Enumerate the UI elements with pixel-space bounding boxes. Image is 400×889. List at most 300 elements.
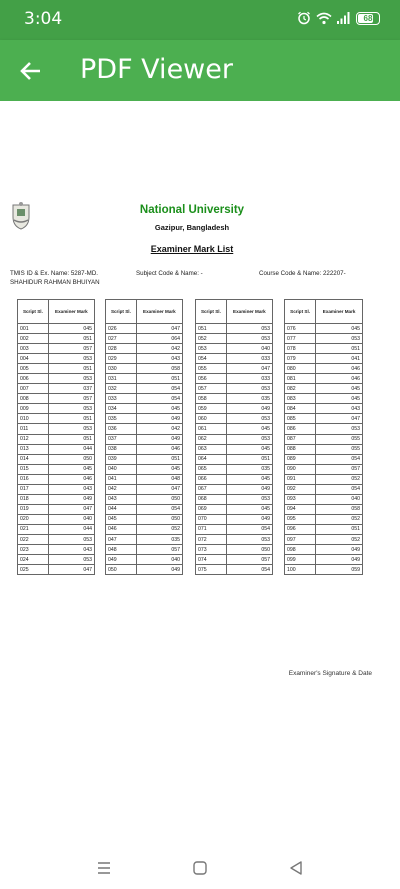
examiner-mark: 049 [136, 434, 182, 444]
examiner-mark: 048 [136, 474, 182, 484]
examiner-mark: 053 [226, 494, 272, 504]
script-serial: 047 [106, 534, 137, 544]
examiner-signature-label: Examiner's Signature & Date [288, 670, 372, 677]
script-serial: 089 [285, 454, 316, 464]
examiner-mark: 043 [48, 484, 94, 494]
script-serial: 053 [196, 344, 227, 354]
table-row [18, 504, 95, 514]
table-row [106, 374, 183, 384]
examiner-mark: 054 [136, 384, 182, 394]
pdf-page[interactable] [0, 101, 400, 846]
script-serial: 003 [18, 344, 49, 354]
table-row [106, 454, 183, 464]
script-serial: 032 [106, 384, 137, 394]
table-row [196, 404, 273, 414]
script-serial: 011 [18, 424, 49, 434]
examiner-mark: 051 [48, 334, 94, 344]
script-serial: 084 [285, 404, 316, 414]
table-row [106, 555, 183, 565]
examiner-mark: 043 [48, 545, 94, 555]
examiner-mark: 053 [226, 324, 272, 334]
status-time: 3:04 [24, 9, 63, 29]
table-row [285, 324, 363, 334]
table-row [106, 504, 183, 514]
table-row [18, 374, 95, 384]
col-header-mark: Examiner Mark [226, 300, 272, 324]
table-row [106, 484, 183, 494]
script-serial: 039 [106, 454, 137, 464]
script-serial: 049 [106, 555, 137, 565]
script-serial: 080 [285, 364, 316, 374]
script-serial: 040 [106, 464, 137, 474]
table-row [18, 464, 95, 474]
table-row [196, 484, 273, 494]
examiner-mark: 053 [48, 404, 94, 414]
script-serial: 058 [196, 394, 227, 404]
examiner-mark: 051 [136, 374, 182, 384]
table-row [285, 354, 363, 364]
table-row [285, 454, 363, 464]
table-row [196, 504, 273, 514]
table-row [285, 424, 363, 434]
examiner-mark: 045 [226, 424, 272, 434]
script-serial: 098 [285, 545, 316, 555]
table-row [196, 424, 273, 434]
examiner-mark: 035 [226, 464, 272, 474]
script-serial: 097 [285, 534, 316, 544]
table-row [196, 394, 273, 404]
script-serial: 046 [106, 524, 137, 534]
script-serial: 036 [106, 424, 137, 434]
examiner-mark: 052 [316, 534, 363, 544]
examiner-mark: 059 [316, 565, 363, 575]
script-serial: 064 [196, 454, 227, 464]
table-row [196, 324, 273, 334]
examiner-mark: 058 [316, 504, 363, 514]
examiner-mark: 035 [226, 394, 272, 404]
table-row [285, 504, 363, 514]
table-row [106, 404, 183, 414]
examiner-mark: 057 [136, 545, 182, 555]
table-row [18, 565, 95, 575]
examiner-mark: 051 [136, 454, 182, 464]
table-row [106, 494, 183, 504]
script-serial: 004 [18, 354, 49, 364]
examiner-mark: 049 [136, 565, 182, 575]
examiner-mark: 046 [316, 364, 363, 374]
script-serial: 001 [18, 324, 49, 334]
examiner-mark: 040 [136, 555, 182, 565]
script-serial: 043 [106, 494, 137, 504]
script-serial: 071 [196, 524, 227, 534]
table-row [285, 414, 363, 424]
table-row [285, 334, 363, 344]
nav-back-button[interactable] [284, 856, 308, 880]
table-row [196, 524, 273, 534]
script-serial: 092 [285, 484, 316, 494]
examiner-mark: 045 [316, 324, 363, 334]
script-serial: 005 [18, 364, 49, 374]
script-serial: 057 [196, 384, 227, 394]
examiner-mark: 053 [226, 434, 272, 444]
table-row [285, 555, 363, 565]
examiner-mark: 053 [48, 534, 94, 544]
script-serial: 038 [106, 444, 137, 454]
script-serial: 056 [196, 374, 227, 384]
table-row [18, 404, 95, 414]
table-row [196, 374, 273, 384]
examiner-mark: 049 [226, 484, 272, 494]
table-row [106, 434, 183, 444]
examiner-mark: 046 [316, 374, 363, 384]
table-row [18, 474, 95, 484]
script-serial: 088 [285, 444, 316, 454]
table-row [285, 524, 363, 534]
examiner-mark: 058 [136, 364, 182, 374]
script-serial: 010 [18, 414, 49, 424]
script-serial: 070 [196, 514, 227, 524]
script-serial: 006 [18, 374, 49, 384]
table-row [106, 324, 183, 334]
table-row [18, 344, 95, 354]
table-row [18, 334, 95, 344]
script-serial: 034 [106, 404, 137, 414]
script-serial: 020 [18, 514, 49, 524]
script-serial: 012 [18, 434, 49, 444]
script-serial: 086 [285, 424, 316, 434]
table-row [18, 484, 95, 494]
table-row [196, 474, 273, 484]
examiner-mark: 043 [316, 404, 363, 414]
table-row [18, 534, 95, 544]
table-row [106, 565, 183, 575]
arrow-back-icon [20, 60, 42, 82]
table-row [106, 364, 183, 374]
examiner-mark: 049 [226, 514, 272, 524]
examiner-mark: 052 [136, 524, 182, 534]
mark-table-1 [17, 299, 95, 575]
examiner-mark: 047 [136, 484, 182, 494]
examiner-mark: 053 [316, 424, 363, 434]
script-serial: 055 [196, 364, 227, 374]
script-serial: 061 [196, 424, 227, 434]
script-serial: 072 [196, 534, 227, 544]
table-row [106, 444, 183, 454]
nav-back-icon [288, 860, 304, 876]
script-serial: 085 [285, 414, 316, 424]
table-row [106, 514, 183, 524]
examiner-mark: 040 [48, 514, 94, 524]
script-serial: 041 [106, 474, 137, 484]
examiner-mark: 054 [316, 454, 363, 464]
examiner-mark: 045 [316, 384, 363, 394]
examiner-mark: 051 [48, 434, 94, 444]
table-row [196, 555, 273, 565]
examiner-mark: 054 [136, 394, 182, 404]
table-row [18, 494, 95, 504]
examiner-mark: 053 [48, 354, 94, 364]
battery-level: 68 [363, 13, 373, 23]
script-serial: 069 [196, 504, 227, 514]
examiner-mark: 047 [136, 324, 182, 334]
table-row [196, 565, 273, 575]
examiner-mark: 042 [136, 424, 182, 434]
table-row [106, 344, 183, 354]
table-row [18, 424, 95, 434]
examiner-mark: 050 [48, 454, 94, 464]
examiner-mark: 049 [48, 494, 94, 504]
script-serial: 045 [106, 514, 137, 524]
table-row [285, 484, 363, 494]
back-button[interactable] [16, 56, 46, 86]
examiner-mark: 049 [226, 404, 272, 414]
mark-table-2 [105, 299, 183, 575]
table-row [18, 514, 95, 524]
script-serial: 059 [196, 404, 227, 414]
examiner-mark: 050 [226, 545, 272, 555]
examiner-mark: 049 [316, 545, 363, 555]
table-row [285, 374, 363, 384]
script-serial: 067 [196, 484, 227, 494]
examiner-mark: 053 [226, 414, 272, 424]
university-name: National University [139, 204, 245, 216]
script-serial: 095 [285, 514, 316, 524]
examiner-mark: 047 [226, 364, 272, 374]
script-serial: 015 [18, 464, 49, 474]
examiner-mark: 050 [136, 494, 182, 504]
script-serial: 017 [18, 484, 49, 494]
script-serial: 019 [18, 504, 49, 514]
script-serial: 078 [285, 344, 316, 354]
examiner-mark: 033 [226, 354, 272, 364]
table-row [106, 414, 183, 424]
script-serial: 068 [196, 494, 227, 504]
examiner-mark: 045 [136, 464, 182, 474]
recents-icon [96, 861, 112, 875]
examiner-mark: 049 [316, 555, 363, 565]
examiner-mark: 057 [316, 464, 363, 474]
script-serial: 025 [18, 565, 49, 575]
examiner-info: TMIS ID & Ex. Name: 5287-MD. SHAHIDUR RAHMAN BHUIYAN [10, 270, 100, 286]
examiner-mark: 047 [48, 565, 94, 575]
table-row [285, 364, 363, 374]
table-row [18, 434, 95, 444]
script-serial: 052 [196, 334, 227, 344]
table-row [106, 534, 183, 544]
examiner-mark: 053 [48, 424, 94, 434]
examiner-mark: 040 [316, 494, 363, 504]
script-serial: 096 [285, 524, 316, 534]
table-row [196, 454, 273, 464]
script-serial: 008 [18, 394, 49, 404]
script-serial: 033 [106, 394, 137, 404]
script-serial: 091 [285, 474, 316, 484]
examiner-mark: 064 [136, 334, 182, 344]
script-serial: 100 [285, 565, 316, 575]
col-header-script: Script Sl. [18, 300, 49, 324]
system-nav-bar [0, 846, 400, 889]
table-row [18, 414, 95, 424]
examiner-mark: 044 [48, 444, 94, 454]
script-serial: 082 [285, 384, 316, 394]
script-serial: 023 [18, 545, 49, 555]
examiner-mark: 033 [226, 374, 272, 384]
examiner-mark: 044 [48, 524, 94, 534]
col-header-mark: Examiner Mark [48, 300, 94, 324]
table-row [196, 464, 273, 474]
table-row [106, 424, 183, 434]
script-serial: 048 [106, 545, 137, 555]
table-row [106, 464, 183, 474]
script-serial: 087 [285, 434, 316, 444]
table-row [196, 444, 273, 454]
script-serial: 099 [285, 555, 316, 565]
examiner-mark: 049 [136, 414, 182, 424]
table-row [285, 464, 363, 474]
table-row [285, 545, 363, 555]
table-row [285, 565, 363, 575]
script-serial: 035 [106, 414, 137, 424]
examiner-mark: 053 [48, 374, 94, 384]
alarm-icon [297, 11, 311, 25]
script-serial: 054 [196, 354, 227, 364]
table-row [106, 334, 183, 344]
battery-icon [356, 12, 380, 25]
table-row [285, 474, 363, 484]
col-header-mark: Examiner Mark [316, 300, 363, 324]
script-serial: 050 [106, 565, 137, 575]
home-button[interactable] [188, 856, 212, 880]
script-serial: 063 [196, 444, 227, 454]
examiner-mark: 045 [226, 504, 272, 514]
examiner-mark: 035 [136, 534, 182, 544]
script-serial: 062 [196, 434, 227, 444]
table-row [285, 444, 363, 454]
table-row [18, 364, 95, 374]
script-serial: 028 [106, 344, 137, 354]
col-header-script: Script Sl. [285, 300, 316, 324]
col-header-script: Script Sl. [196, 300, 227, 324]
script-serial: 014 [18, 454, 49, 464]
examiner-mark: 052 [316, 474, 363, 484]
script-serial: 021 [18, 524, 49, 534]
examiner-mark: 043 [136, 354, 182, 364]
script-serial: 018 [18, 494, 49, 504]
table-row [18, 394, 95, 404]
examiner-mark: 051 [316, 344, 363, 354]
examiner-mark: 054 [226, 524, 272, 534]
examiner-mark: 042 [136, 344, 182, 354]
table-row [106, 384, 183, 394]
home-icon [192, 860, 208, 876]
examiner-mark: 054 [316, 484, 363, 494]
examiner-mark: 045 [48, 324, 94, 334]
table-row [285, 534, 363, 544]
script-serial: 029 [106, 354, 137, 364]
examiner-mark: 057 [226, 555, 272, 565]
table-row [196, 545, 273, 555]
wifi-icon [316, 12, 332, 25]
examiner-mark: 040 [226, 344, 272, 354]
table-row [196, 514, 273, 524]
examiner-mark: 053 [226, 534, 272, 544]
table-row [196, 494, 273, 504]
table-row [106, 545, 183, 555]
table-row [285, 434, 363, 444]
table-row [18, 524, 95, 534]
document-title: Examiner Mark List [150, 244, 234, 254]
table-row [106, 354, 183, 364]
script-serial: 065 [196, 464, 227, 474]
examiner-mark: 047 [48, 504, 94, 514]
table-row [196, 384, 273, 394]
examiner-mark: 053 [316, 334, 363, 344]
script-serial: 081 [285, 374, 316, 384]
table-row [196, 354, 273, 364]
examiner-mark: 054 [136, 504, 182, 514]
table-row [285, 384, 363, 394]
status-icons [297, 11, 380, 25]
script-serial: 002 [18, 334, 49, 344]
examiner-mark: 057 [48, 394, 94, 404]
examiner-mark: 055 [316, 434, 363, 444]
examiner-mark: 051 [48, 414, 94, 424]
script-serial: 013 [18, 444, 49, 454]
examiner-mark: 045 [48, 464, 94, 474]
table-row [18, 324, 95, 334]
examiner-mark: 055 [316, 444, 363, 454]
status-bar [0, 0, 400, 40]
table-row [196, 434, 273, 444]
script-serial: 066 [196, 474, 227, 484]
script-serial: 060 [196, 414, 227, 424]
examiner-mark: 050 [136, 514, 182, 524]
examiner-mark: 045 [136, 404, 182, 414]
table-row [285, 344, 363, 354]
examiner-mark: 037 [48, 384, 94, 394]
table-row [106, 524, 183, 534]
examiner-mark: 057 [48, 344, 94, 354]
script-serial: 007 [18, 384, 49, 394]
signal-icon [337, 12, 351, 24]
table-row [285, 514, 363, 524]
examiner-mark: 053 [226, 334, 272, 344]
script-serial: 044 [106, 504, 137, 514]
course-info: Course Code & Name: 222207- [259, 270, 346, 277]
examiner-mark: 041 [316, 354, 363, 364]
table-row [18, 354, 95, 364]
script-serial: 094 [285, 504, 316, 514]
subject-info: Subject Code & Name: - [136, 270, 203, 277]
examiner-mark: 051 [316, 524, 363, 534]
table-row [106, 394, 183, 404]
examiner-mark: 052 [316, 514, 363, 524]
script-serial: 090 [285, 464, 316, 474]
examiner-mark: 045 [316, 394, 363, 404]
table-row [18, 555, 95, 565]
mark-table-3 [195, 299, 273, 575]
script-serial: 024 [18, 555, 49, 565]
table-row [285, 404, 363, 414]
script-serial: 083 [285, 394, 316, 404]
recents-button[interactable] [92, 856, 116, 880]
table-row [196, 364, 273, 374]
script-serial: 022 [18, 534, 49, 544]
table-row [196, 414, 273, 424]
script-serial: 079 [285, 354, 316, 364]
table-row [196, 344, 273, 354]
mark-table-4 [284, 299, 363, 575]
